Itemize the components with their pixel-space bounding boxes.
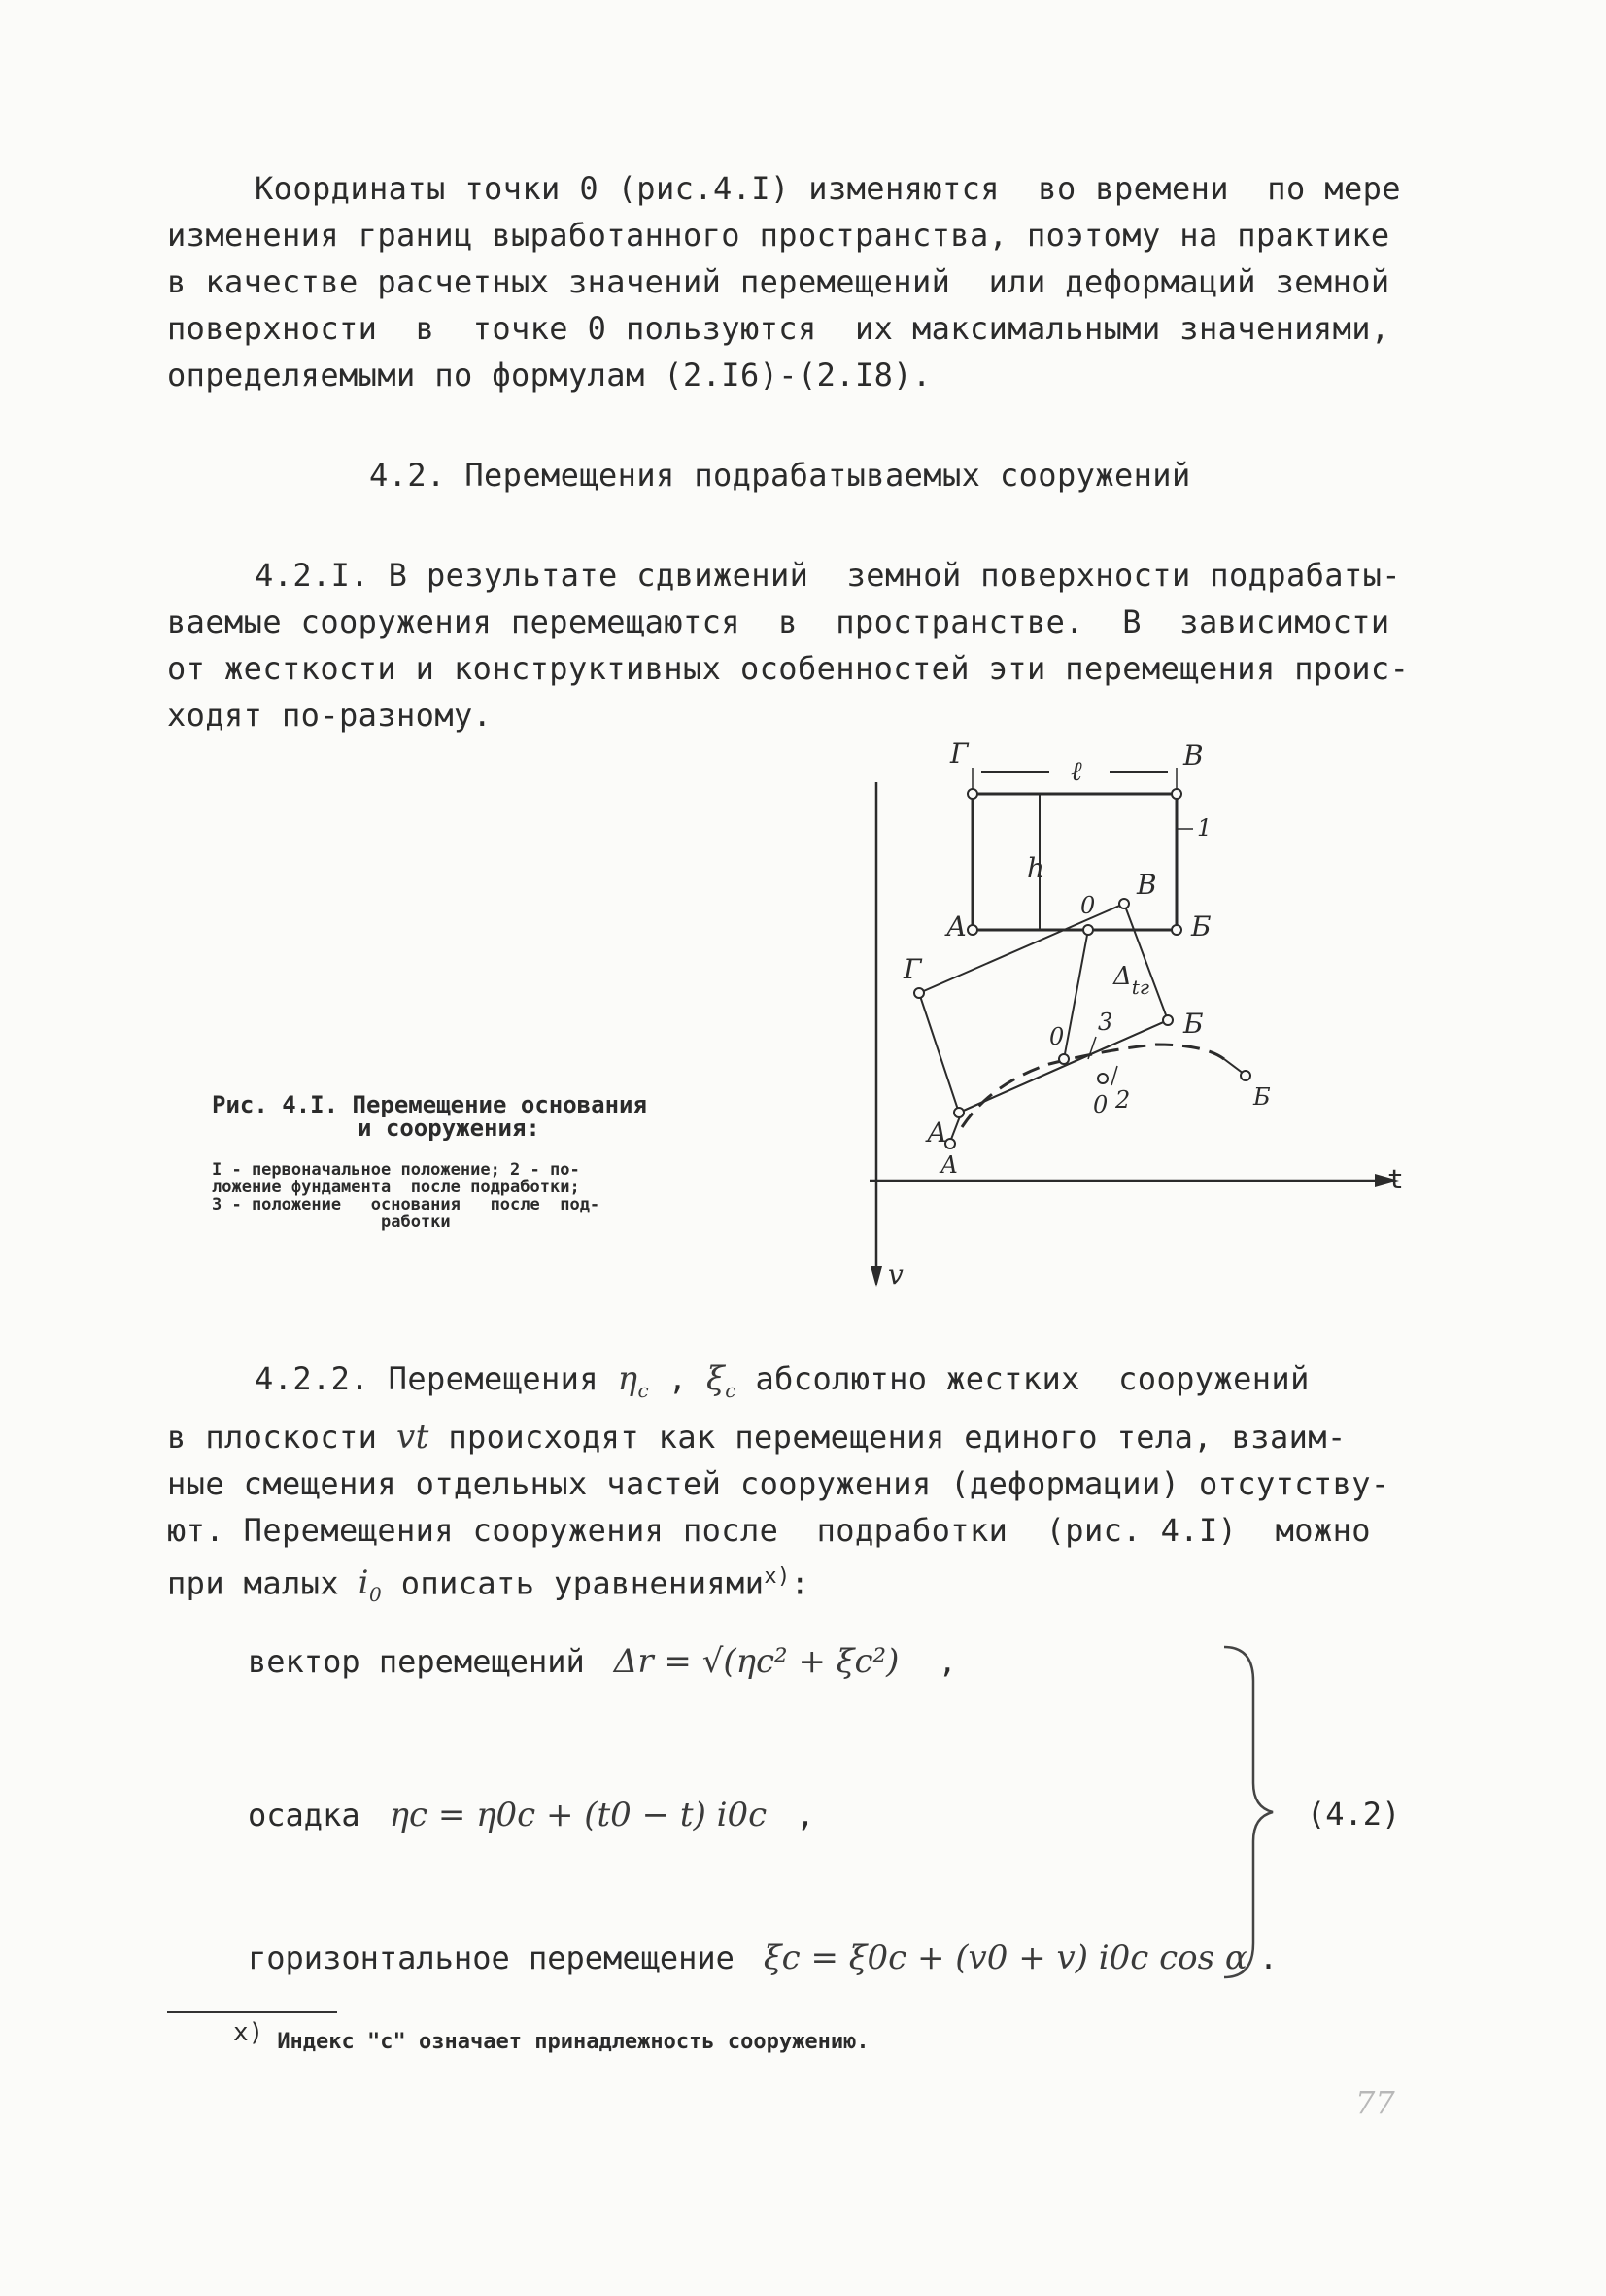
point-b-displaced bbox=[1163, 1015, 1173, 1025]
text-line: в плоскости vt происходят как перемещения единого тела, взаим- bbox=[167, 1417, 1347, 1456]
text-line: ют. Перемещения сооружения после подработки (рис. 4.I) можно bbox=[167, 1511, 1371, 1549]
caption-legend bbox=[212, 1161, 741, 1231]
label-o-mid: 0 bbox=[1049, 1023, 1065, 1050]
settlement-formula: ηc = η0c + (t0 − t) i0c bbox=[389, 1796, 768, 1834]
text-line: в качестве расчетных значений перемещений или деформаций земной bbox=[167, 263, 1390, 300]
vector-end: , bbox=[938, 1643, 957, 1680]
legend-line: ложение фундамента после подработки; bbox=[212, 1178, 580, 1197]
vt-symbol: vt bbox=[396, 1417, 429, 1456]
section-heading: 4.2. Перемещения подрабатываемых сооружений bbox=[369, 457, 1191, 494]
legend-line: 3 - положение основания после под- bbox=[212, 1195, 600, 1215]
label-t-axis: t bbox=[1387, 1163, 1404, 1195]
label-b-top: Б bbox=[1191, 910, 1212, 942]
settlement-end: , bbox=[796, 1797, 815, 1833]
i0-symbol: $i_0$ bbox=[358, 1563, 383, 1607]
point-a-initial bbox=[968, 925, 977, 935]
label-o-low: 0 bbox=[1093, 1091, 1109, 1118]
vector-formula: Δr = √(ηc² + ξc²) bbox=[613, 1642, 900, 1681]
label-b-low: Б bbox=[1253, 1083, 1271, 1111]
text-line: изменения границ выработанного пространства, поэтому на практике bbox=[167, 217, 1390, 254]
figure-caption bbox=[212, 1093, 741, 1231]
label-2: 2 bbox=[1115, 1086, 1131, 1114]
equation-settlement bbox=[248, 1796, 814, 1834]
text-line: при малых $i_0$ описать уравнениями$^{x)}$: bbox=[167, 1563, 810, 1607]
legend-line: I - первоначальное положение; 2 - по- bbox=[212, 1160, 580, 1180]
footnote-separator bbox=[167, 2011, 337, 2013]
horizontal-formula: ξc = ξ0c + (v0 + v) i0c cos α bbox=[763, 1938, 1247, 1977]
text-line: поверхности в точке 0 пользуются их максимальными значениями, bbox=[167, 310, 1390, 347]
label-a-low: А bbox=[927, 1116, 948, 1148]
footnote-mark: x) bbox=[233, 2018, 264, 2047]
label-o-top: 0 bbox=[1080, 892, 1096, 919]
label-delta: $\Delta_{tг}$ bbox=[1113, 962, 1149, 999]
eta-symbol: $\eta_c$ bbox=[617, 1359, 650, 1402]
vector-label: вектор перемещений bbox=[248, 1643, 585, 1680]
text-line: от жесткости и конструктивных особенностей эти перемещения проис- bbox=[167, 650, 1410, 687]
settlement-label: осадка bbox=[248, 1797, 360, 1833]
label-g-top: Г bbox=[950, 737, 969, 770]
label-h: h bbox=[1027, 852, 1045, 884]
point-v-initial bbox=[1172, 789, 1181, 799]
text-line: ные смещения отдельных частей сооружения (деформации) отсутству- bbox=[167, 1464, 1390, 1502]
text-line: ходят по-разному. bbox=[167, 697, 493, 734]
label-a-base: А bbox=[940, 1151, 959, 1179]
footnote bbox=[233, 2018, 870, 2055]
paragraph-4-2-1 bbox=[167, 552, 1430, 738]
leader-b-low bbox=[1224, 1059, 1244, 1074]
point-o-base bbox=[1059, 1054, 1069, 1064]
label-v-mid: В bbox=[1137, 869, 1157, 901]
point-v-displaced bbox=[1119, 899, 1129, 908]
leader-2 bbox=[1111, 1066, 1117, 1085]
label-1: 1 bbox=[1197, 814, 1213, 841]
xi-symbol: $\xi_c$ bbox=[706, 1359, 736, 1402]
point-g-initial bbox=[968, 789, 977, 799]
v-axis-arrow bbox=[871, 1266, 882, 1287]
label-a-top: А bbox=[946, 910, 968, 942]
caption-title: Рис. 4.I. Перемещение основания bbox=[212, 1091, 647, 1118]
label-v-top: В bbox=[1183, 739, 1204, 771]
text-line: ваемые сооружения перемещаются в пространстве. В зависимости bbox=[167, 603, 1390, 640]
label-b-mid: Б bbox=[1183, 1008, 1204, 1040]
page-number: 77 bbox=[1355, 2084, 1395, 2121]
equation-brace bbox=[1219, 1642, 1278, 1982]
label-g-mid: Г bbox=[904, 953, 922, 985]
text-line: определяемыми по формулам (2.I6)-(2.I8). bbox=[167, 357, 932, 394]
point-o-initial bbox=[1083, 925, 1093, 935]
point-o-foundation bbox=[1098, 1074, 1108, 1083]
text-line: 4.2.2. Перемещения $\eta_c$ , $\xi_c$ абсолютно жестких сооружений bbox=[255, 1359, 1310, 1402]
point-b-base bbox=[1241, 1071, 1250, 1080]
label-v-axis: v bbox=[888, 1258, 904, 1290]
equation-number: (4.2) bbox=[1307, 1796, 1401, 1833]
text-line: 4.2.I. В результате сдвижений земной поверхности подрабаты- bbox=[255, 557, 1401, 594]
figure-displacement-diagram bbox=[855, 724, 1418, 1297]
equation-horizontal bbox=[248, 1938, 1278, 1977]
footnote-text: Индекс "с" означает принадлежность сооружению. bbox=[277, 2030, 870, 2054]
horizontal-end: . bbox=[1258, 1939, 1279, 1976]
caption-title-cont: и сооружения: bbox=[358, 1114, 540, 1142]
displacement-vector bbox=[1064, 930, 1088, 1059]
structure-initial-position bbox=[973, 794, 1177, 930]
point-g-displaced bbox=[914, 988, 924, 998]
label-l: ℓ bbox=[1071, 755, 1082, 787]
leader-a-low bbox=[950, 1116, 960, 1142]
text-line: Координаты точки 0 (рис.4.I) изменяются во времени по мере bbox=[255, 170, 1401, 207]
intro-paragraph bbox=[167, 165, 1430, 398]
legend-line: работки bbox=[212, 1213, 451, 1232]
label-3: 3 bbox=[1098, 1009, 1113, 1036]
point-b-initial bbox=[1172, 925, 1181, 935]
horizontal-label: горизонтальное перемещение bbox=[248, 1939, 735, 1976]
point-a-displaced bbox=[954, 1108, 964, 1117]
equation-vector bbox=[248, 1642, 957, 1681]
paragraph-4-2-2 bbox=[167, 1355, 1430, 1618]
